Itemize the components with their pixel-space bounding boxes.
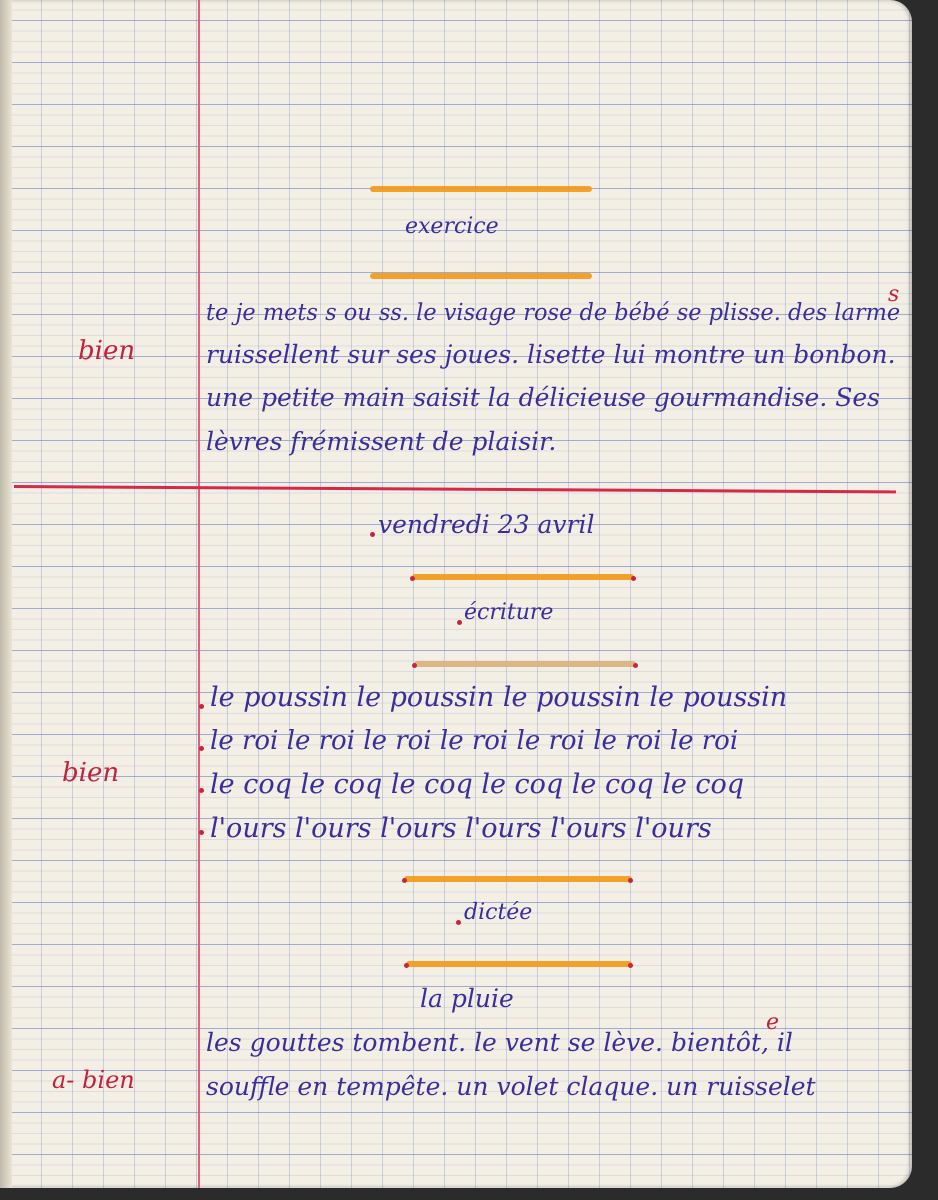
margin-dot: [628, 878, 633, 883]
dictee-line-1: les gouttes tombent. le vent se lève. bientôt, il: [206, 1028, 793, 1057]
exercice-line-3: une petite main saisit la délicieuse gourmandise. Ses: [206, 383, 880, 412]
grade-exercice: bien: [78, 336, 136, 366]
exercice-line-2: ruissellent sur ses joues. lisette lui montre un bonbon.: [206, 340, 896, 369]
separator-rule: [14, 485, 896, 493]
ecriture-line-4: l'ours l'ours l'ours l'ours l'ours l'ours: [210, 813, 712, 844]
margin-dot: [628, 963, 633, 968]
title-highlight-bottom: [370, 273, 592, 279]
grade-dictee: a- bien: [52, 1066, 135, 1094]
title-highlight-top: [370, 186, 592, 192]
grade-ecriture: bien: [62, 758, 120, 788]
section-title-exercice: exercice: [405, 214, 499, 239]
margin-dot: [404, 963, 409, 968]
ecriture-line-3: le coq le coq le coq le coq le coq le coq: [210, 769, 745, 800]
margin-dot: [199, 704, 204, 709]
margin-dot: [633, 663, 638, 668]
exercice-line-1: te je mets s ou ss. le visage rose de bébé se plisse. des larme: [206, 300, 901, 326]
title-highlight-bottom: [406, 961, 632, 967]
margin-dot: [199, 746, 204, 751]
exercice-line-4: lèvres frémissent de plaisir.: [206, 427, 557, 456]
margin-dot: [412, 663, 417, 668]
title-highlight-bottom: [414, 661, 636, 667]
title-highlight-top: [412, 574, 634, 580]
margin-dot: [631, 576, 636, 581]
ecriture-line-2: le roi le roi le roi le roi le roi le roi le roi: [210, 726, 739, 756]
section-title-ecriture: écriture: [464, 600, 554, 625]
margin-dot: [199, 830, 204, 835]
margin-dot: [402, 878, 407, 883]
margin-dot: [370, 532, 375, 537]
correction-mark-e: e: [766, 1010, 780, 1035]
margin-dot: [199, 788, 204, 793]
title-highlight-top: [404, 876, 632, 882]
dictee-line-2: souffle en tempête. un volet claque. un ruisselet: [206, 1072, 816, 1101]
notebook-spine: [0, 0, 12, 1188]
margin-dot: [457, 620, 462, 625]
dictee-subtitle: la pluie: [420, 984, 514, 1013]
margin-dot: [456, 920, 461, 925]
correction-mark-s: s: [888, 282, 900, 307]
ecriture-line-1: le poussin le poussin le poussin le poussin: [210, 682, 788, 713]
margin-line: [198, 0, 200, 1188]
date-heading: vendredi 23 avril: [378, 510, 595, 539]
margin-dot: [410, 576, 415, 581]
section-title-dictee: dictée: [464, 900, 533, 925]
